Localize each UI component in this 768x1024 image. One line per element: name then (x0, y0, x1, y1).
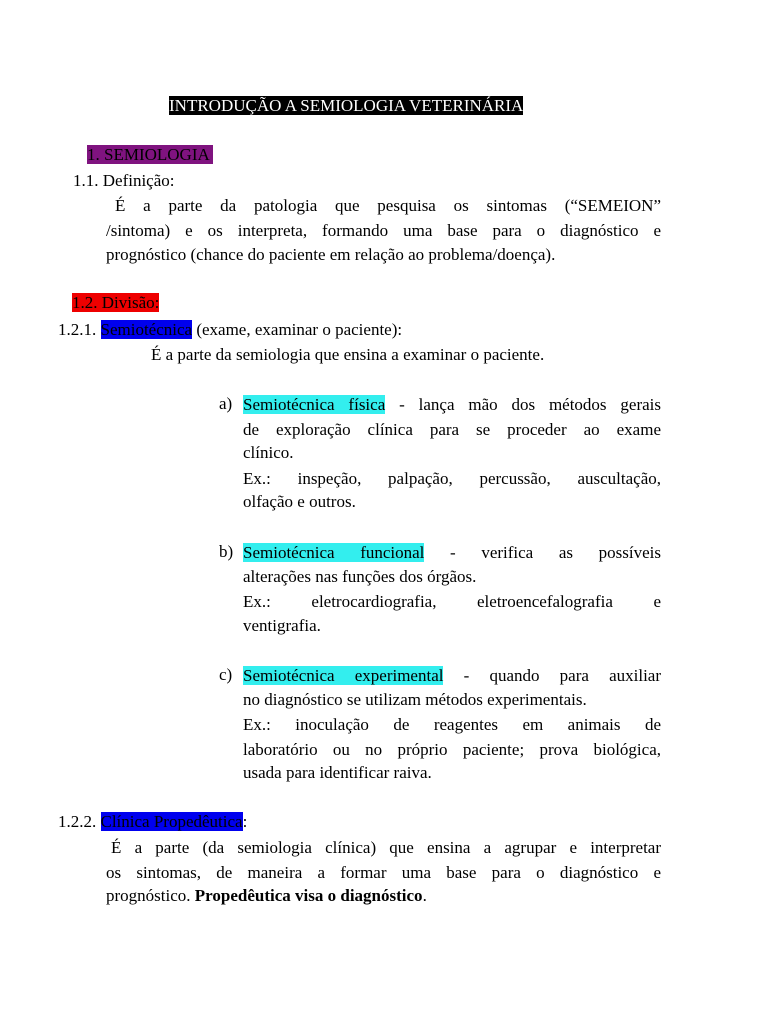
semiotecnica-desc: É a parte da semiologia que ensina a examinar o paciente. (151, 345, 545, 364)
section-heading (87, 144, 213, 166)
page-title (169, 95, 523, 117)
item-a-term: Semiotécnica física (243, 395, 386, 414)
item-c-line-2: no diagnóstico se utilizam métodos experimentais. (243, 689, 587, 709)
item-c-first-rest: - quando para auxiliar (443, 666, 662, 685)
clinica-colon: : (242, 812, 248, 831)
divisao-heading-text: 1.2. Divisão: (72, 293, 160, 312)
clinica-last-plain: prognóstico. (106, 886, 195, 905)
item-a-ex-2: olfação e outros. (243, 492, 356, 511)
subsection-number: 1.1. (73, 171, 99, 190)
list-letter: a) (219, 394, 233, 413)
item-semiotecnica (58, 319, 402, 341)
clinica-line-3 (106, 885, 427, 907)
item-a-line-3: clínico. (243, 443, 294, 462)
item-a-first-rest: - lança mão dos métodos gerais (385, 395, 661, 414)
section-heading-text: 1. SEMIOLOGIA (87, 145, 213, 164)
subsection-definicao (73, 170, 175, 192)
list-item-c (219, 664, 243, 686)
definition-line-2: /sintoma) e os interpreta, formando uma base para o diagnóstico e (106, 220, 661, 240)
item-c-line-1 (243, 664, 661, 689)
item-c-term: Semiotécnica experimental (243, 666, 444, 685)
item-number: 1.2.2. (58, 812, 97, 831)
item-c-ex-2: laboratório ou no próprio paciente; prova biológica, (243, 739, 661, 759)
item-c-ex-1: Ex.: inoculação de reagentes em animais de (243, 715, 661, 734)
item-b-line-2: alterações nas funções dos órgãos. (243, 566, 477, 586)
clinica-line-2: os sintomas, de maneira a formar uma base para o diagnóstico e (106, 862, 661, 882)
item-number: 1.2.1. (58, 320, 97, 339)
item-b-first-rest: - verifica as possíveis (424, 543, 661, 562)
item-a-ex-1: Ex.: inspeção, palpação, percussão, auscultação, (243, 469, 661, 488)
item-clinica-propedeutica (58, 811, 247, 833)
clinica-term: Clínica Propedêutica (100, 812, 243, 831)
item-b-line-1 (243, 541, 661, 566)
subsection-label: Definição: (102, 171, 175, 190)
item-b-term: Semiotécnica funcional (243, 543, 425, 562)
title-text: INTRODUÇÃO A SEMIOLOGIA VETERINÁRIA (169, 96, 524, 115)
list-letter: c) (219, 665, 233, 684)
divisao-heading (72, 292, 159, 314)
item-c-ex-3: usada para identificar raiva. (243, 763, 432, 782)
list-item-a (219, 393, 243, 415)
item-a-line-1 (243, 393, 661, 418)
semiotecnica-rest: (exame, examinar o paciente): (192, 320, 403, 339)
item-a-line-2: de exploração clínica para se proceder ao exame (243, 419, 661, 439)
item-b-ex-1: Ex.: eletrocardiografia, eletroencefalografia e (243, 592, 661, 611)
item-b-ex-2: ventigrafia. (243, 615, 321, 635)
list-item-b (219, 541, 243, 563)
clinica-line-1: É a parte (da semiologia clínica) que ensina a agrupar e interpretar (111, 838, 661, 857)
definition-line-3: prognóstico (chance do paciente em relação ao problema/doença). (106, 245, 556, 264)
definition-line-1: É a parte da patologia que pesquisa os sintomas (“SEMEION” (115, 196, 661, 215)
clinica-last-bold: Propedêutica visa o diagnóstico (194, 886, 423, 905)
clinica-last-end: . (422, 886, 427, 905)
semiotecnica-term: Semiotécnica (100, 320, 193, 339)
list-letter: b) (219, 542, 234, 561)
